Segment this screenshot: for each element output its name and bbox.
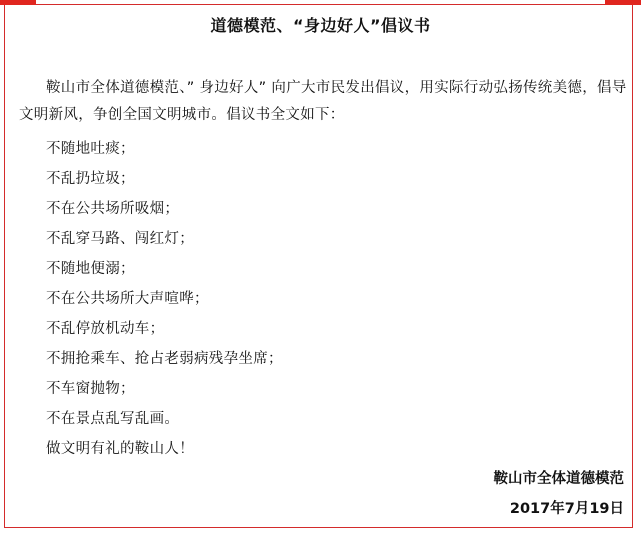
signature: 鞍山市全体道德模范 (493, 471, 624, 487)
pledge-item: 不随地吐痰； (46, 141, 135, 157)
pledge-item: 不在景点乱写乱画。 (46, 411, 180, 427)
pledge-item: 不乱停放机动车； (46, 321, 165, 337)
signature-date: 2017年7月19日 (509, 501, 624, 517)
pledge-item: 不乱穿马路、闯红灯； (46, 231, 194, 247)
pledge-item: 不在公共场所大声喧哗； (46, 291, 209, 307)
pledge-item: 不在公共场所吸烟； (46, 201, 180, 217)
pledge-item: 不随地便溺； (46, 261, 135, 277)
pledge-item: 不拥抢乘车、抢占老弱病残孕坐席； (46, 351, 283, 367)
intro-paragraph: 鞍山市全体道德模范、” 身边好人” 向广大市民发出倡议，用实际行动弘扬传统美德，倡导文明新风，争创全国文明城市。倡议书全文如下： (19, 80, 627, 123)
corner-accent-top-right (605, 0, 641, 5)
pledge-item: 不车窗抛物； (46, 381, 135, 397)
corner-accent-top-left (0, 0, 36, 5)
pledge-item: 不乱扔垃圾； (46, 171, 135, 187)
pledge-list (46, 134, 283, 434)
closing-line: 做文明有礼的鞍山人！ (46, 441, 194, 457)
document-title: 道德模范、“身边好人”倡议书 (210, 16, 431, 35)
